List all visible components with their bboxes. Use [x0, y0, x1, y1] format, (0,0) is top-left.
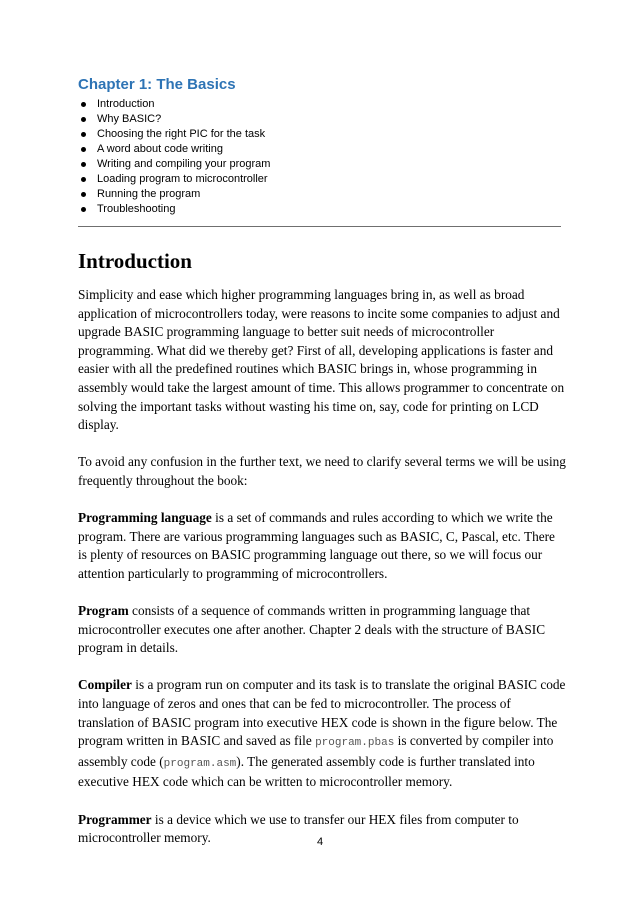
bullet-icon: [81, 207, 86, 212]
term-programming-language: [78, 509, 566, 583]
toc-item: [78, 97, 558, 112]
chapter-title: Chapter 1: The Basics: [78, 76, 236, 93]
bullet-icon: [81, 102, 86, 107]
toc-item-label: Why BASIC?: [97, 113, 162, 125]
filename-asm: program.asm: [163, 757, 237, 770]
toc-item-label: A word about code writing: [97, 143, 223, 155]
page-number: 4: [316, 836, 324, 848]
bullet-icon: [81, 117, 86, 122]
term-definition-continued: is converted by compiler into assembly code (: [78, 733, 554, 769]
toc-item-label: Loading program to microcontroller: [97, 173, 268, 185]
chapter-toc-list: [78, 97, 558, 217]
bullet-icon: [81, 147, 86, 152]
toc-item-label: Writing and compiling your program: [97, 158, 271, 170]
toc-item-label: Introduction: [97, 98, 155, 110]
term-definition: is a set of commands and rules according to which we write the program. There are various programming languages such as BASIC, C, Pascal, etc. There is plenty of resources on BASIC programming language out there, so we will focus our attention particularly to programming of microcontrollers.: [78, 510, 555, 581]
term-label: Compiler: [78, 677, 132, 693]
term-label: Programming language: [78, 510, 212, 526]
toc-item: [78, 142, 558, 157]
toc-item-label: Choosing the right PIC for the task: [97, 128, 266, 140]
bullet-icon: [81, 162, 86, 167]
term-label: Programmer: [78, 811, 152, 827]
bullet-icon: [81, 192, 86, 197]
toc-item-label: Running the program: [97, 188, 201, 200]
bullet-icon: [81, 177, 86, 182]
toc-item: [78, 187, 558, 202]
toc-item: [78, 157, 558, 172]
section-body: [78, 286, 566, 866]
intro-paragraph: Simplicity and ease which higher programming languages bring in, as well as broad application of microcontrollers today, were reasons to incite some companies to adjust and upgrade BASIC programming language to better suit needs of microcontroller programming. What did we thereby get? First of all, developing applications is faster and easier with all the predefined routines which BASIC brings in, whose programming in assembly would take the largest amount of time. This allows programmer to concentrate on solving the important tasks without wasting his time on, say, code for printing on LCD display.: [78, 287, 565, 433]
filename-pbas: program.pbas: [315, 737, 395, 750]
term-program: [78, 602, 566, 658]
term-label: Program: [78, 603, 129, 619]
term-definition: is a device which we use to transfer our HEX files from computer to microcontroller memory.: [78, 811, 519, 846]
term-compiler: [78, 676, 566, 792]
toc-item: [78, 172, 558, 187]
section-divider: [78, 226, 561, 227]
bullet-icon: [81, 132, 86, 137]
term-definition: is a program run on computer and its task is to translate the original BASIC code into language of zeros and ones that can be fed to microcontroller. The process of translation of BASIC program into executive HEX code is shown in the figure below. The program written in BASIC and saved as file: [78, 677, 566, 749]
toc-item: [78, 202, 558, 217]
term-definition-end: ). The generated assembly code is further translated into executive HEX code which can be written to microcontroller memory.: [78, 753, 535, 790]
toc-item: [78, 112, 558, 127]
term-definition: consists of a sequence of commands written in programming language that microcontroller executes one after another. Chapter 2 deals with the structure of BASIC program in details.: [78, 603, 546, 656]
toc-item: [78, 127, 558, 142]
terms-intro-paragraph: To avoid any confusion in the further text, we need to clarify several terms we will be using frequently throughout the book:: [78, 454, 566, 488]
section-heading: Introduction: [78, 249, 192, 273]
toc-item-label: Troubleshooting: [97, 203, 176, 215]
